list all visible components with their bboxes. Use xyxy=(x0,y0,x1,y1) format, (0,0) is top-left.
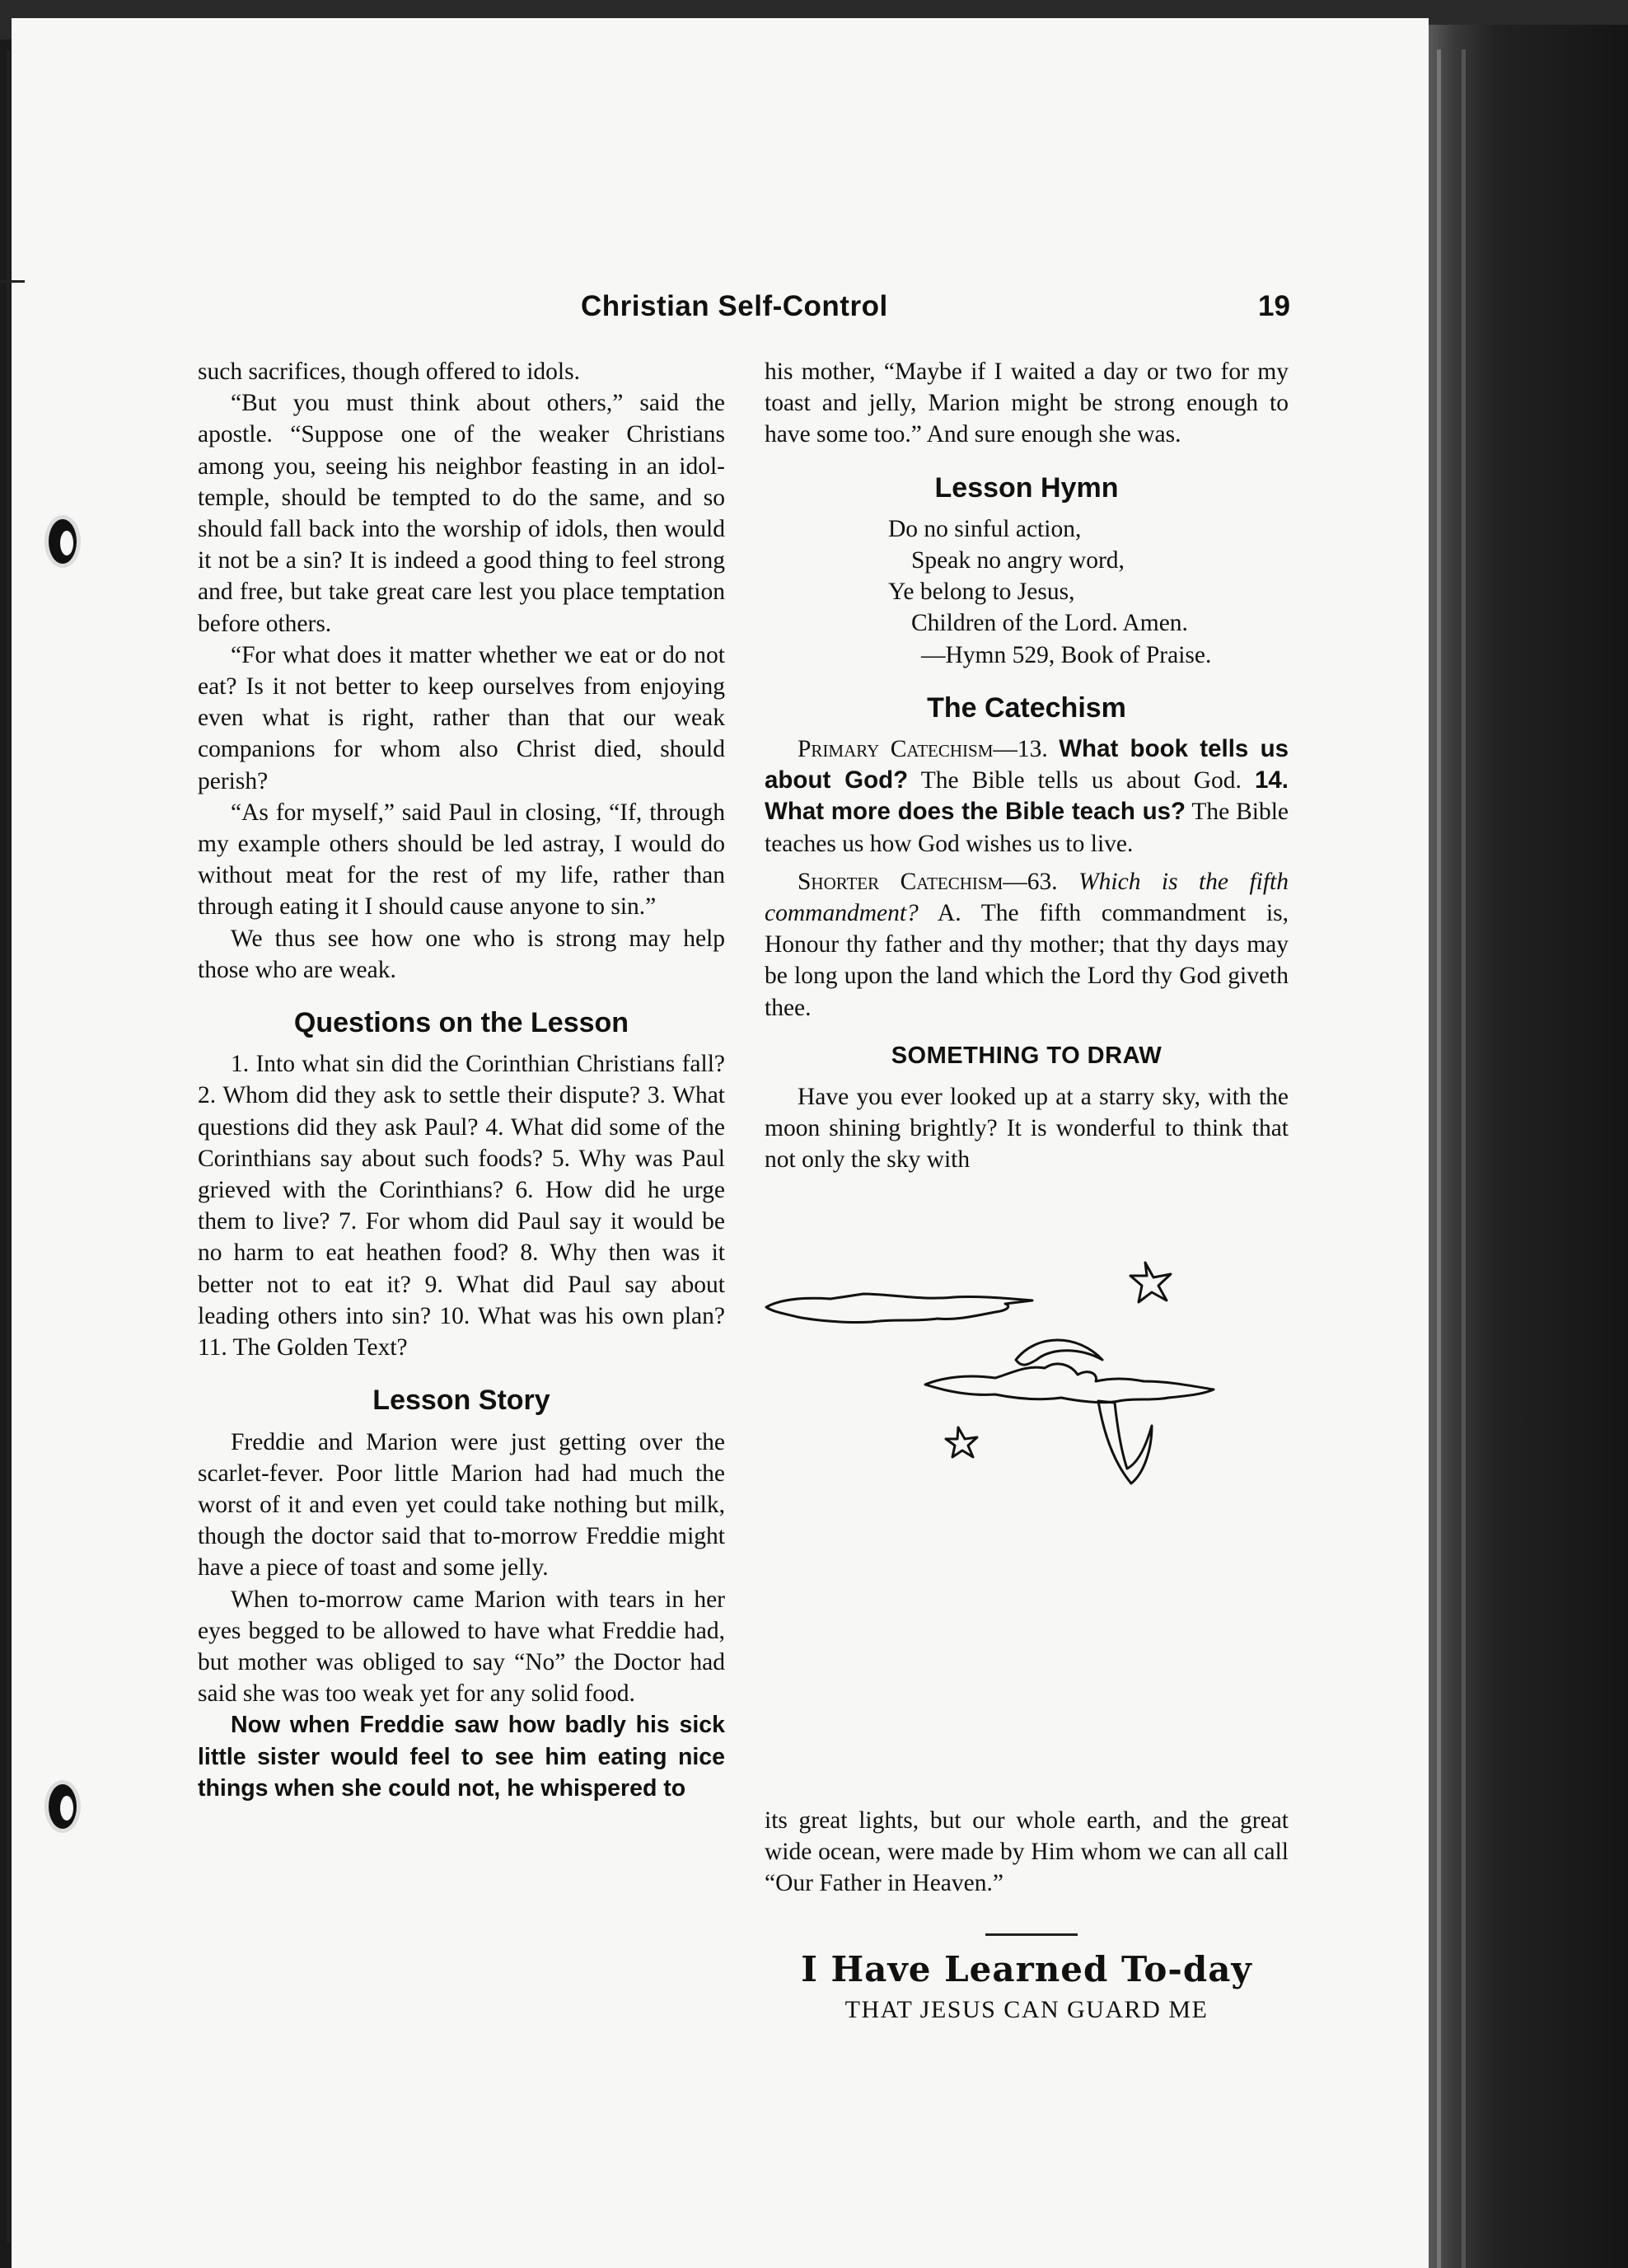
star-icon xyxy=(946,1427,977,1457)
margin-tick xyxy=(0,280,25,283)
paragraph: its great lights, but our whole earth, and the great wide ocean, were made by Him whom we can all call “Our Father in Heaven.” xyxy=(765,1807,1289,1897)
paragraph: Now when Freddie saw how badly his sick little sister would feel to see him eating nice things when she could not, he whispered to xyxy=(198,1712,725,1802)
right-column xyxy=(765,356,1289,1176)
divider xyxy=(985,1933,1078,1936)
primary-catechism xyxy=(765,733,1289,860)
paragraph: We thus see how one who is strong may help those who are weak. xyxy=(198,925,725,983)
margin-rule xyxy=(7,49,10,2242)
paragraph: his mother, “Maybe if I waited a day or two for my toast and jelly, Marion might be strong enough to have some too.” And sure enough she was. xyxy=(765,358,1289,448)
hymn-verse xyxy=(888,513,1289,671)
paragraph: When to-morrow came Marion with tears in her eyes begged to be allowed to have what Freddie had, but mother was obliged to say “No” the Doctor had said she was too weak yet for any solid food. xyxy=(198,1586,725,1708)
star-icon xyxy=(1130,1263,1171,1302)
cloud-icon xyxy=(766,1294,1032,1323)
right-column-continued xyxy=(765,1805,1289,1900)
cloud-icon xyxy=(925,1364,1214,1403)
hymn-line: Do no sinful action, xyxy=(888,515,1082,542)
answer: A. The fifth commandment is, Honour thy father and thy mother; that thy days may be long upon the land which the Lord thy God giveth thee. xyxy=(765,900,1289,1021)
shorter-catechism xyxy=(765,866,1289,1024)
paragraph: “For what does it matter whether we eat or do not eat? Is it not better to keep ourselves from enjoying even what is right, rather than that our weak companions for whom also Christ died, should perish? xyxy=(198,641,725,794)
story-heading: Lesson Story xyxy=(372,1385,550,1417)
spine-edge xyxy=(1437,49,1441,2268)
hymn-heading: Lesson Hymn xyxy=(934,471,1119,504)
learned-heading: I Have Learned To-day xyxy=(801,1949,1252,1989)
question: What book tells us about God? xyxy=(765,735,1289,794)
answer: The Bible tells us about God. xyxy=(920,767,1242,794)
paragraph: “But you must think about others,” said the apostle. “Suppose one of the weaker Christians among you, seeing his neighbor feasting in an idol-temple, should be tempted to do the same, and so should fall back into the worship of idols, then would it not be a sin? It is indeed a good thing to feel strong and free, but take great care lest you place temptation before others. xyxy=(198,390,725,637)
question: Which is the fifth commandment? xyxy=(765,868,1289,927)
learned-subtitle: THAT JESUS CAN GUARD ME xyxy=(844,1996,1209,2023)
page-number: 19 xyxy=(1258,290,1290,322)
book-spine xyxy=(1429,25,1628,2268)
binding-hole xyxy=(44,515,81,568)
moon-clouds-drawing xyxy=(765,1228,1292,1508)
paragraph: Have you ever looked up at a starry sky, with the moon shining brightly? It is wonderful to think that not only the sky with xyxy=(765,1084,1289,1174)
hymn-line: Speak no angry word, xyxy=(911,547,1125,574)
hymn-line: Ye belong to Jesus, xyxy=(888,579,1075,606)
draw-heading: SOMETHING TO DRAW xyxy=(891,1042,1163,1069)
shorter-label: Shorter Catechism—63. xyxy=(798,868,1058,895)
spine-edge xyxy=(1462,49,1466,2268)
running-title: Christian Self-Control xyxy=(581,290,888,322)
moon-icon xyxy=(1016,1340,1102,1365)
catechism-heading: The Catechism xyxy=(927,691,1126,724)
hymn-line: Children of the Lord. Amen. xyxy=(911,610,1188,637)
paragraph: Freddie and Marion were just getting over the scarlet-fever. Poor little Marion had had much the worst of it and even yet could take nothing but milk, though the doctor said that to-morrow Freddie might have a piece of toast and some jelly. xyxy=(198,1428,725,1582)
questions-paragraph: 1. Into what sin did the Corinthian Christians fall? 2. Whom did they ask to settle their dispute? 3. What questions did they ask Paul? 4. What did some of the Corinthians say about such foods? 5. Why was Paul grieved with the Corinthians? 6. How did he urge them to live? 7. For whom did Paul say it would be no harm to eat heathen food? 8. Why then was it better not to eat it? 9. What did Paul say about leading others into sin? 10. What was his own plan? 11. The Golden Text? xyxy=(198,1051,725,1361)
paragraph: “As for myself,” said Paul in closing, “If, through my example others should be led astray, I would do without meat for the rest of my life, rather than through eating it I should cause anyone to sin.” xyxy=(198,799,725,921)
paragraph: such sacrifices, though offered to idols. xyxy=(198,358,580,385)
left-column xyxy=(198,356,725,1804)
hymn-attribution: —Hymn 529, Book of Praise. xyxy=(921,641,1212,668)
moon-icon xyxy=(1098,1401,1152,1483)
question: 14. What more does the Bible teach us? xyxy=(765,766,1289,826)
binding-hole xyxy=(44,1780,81,1833)
answer: The Bible teaches us how God wishes us to live. xyxy=(765,799,1289,857)
primary-label: Primary Catechism—13. xyxy=(798,736,1048,763)
questions-heading: Questions on the Lesson xyxy=(293,1007,629,1039)
